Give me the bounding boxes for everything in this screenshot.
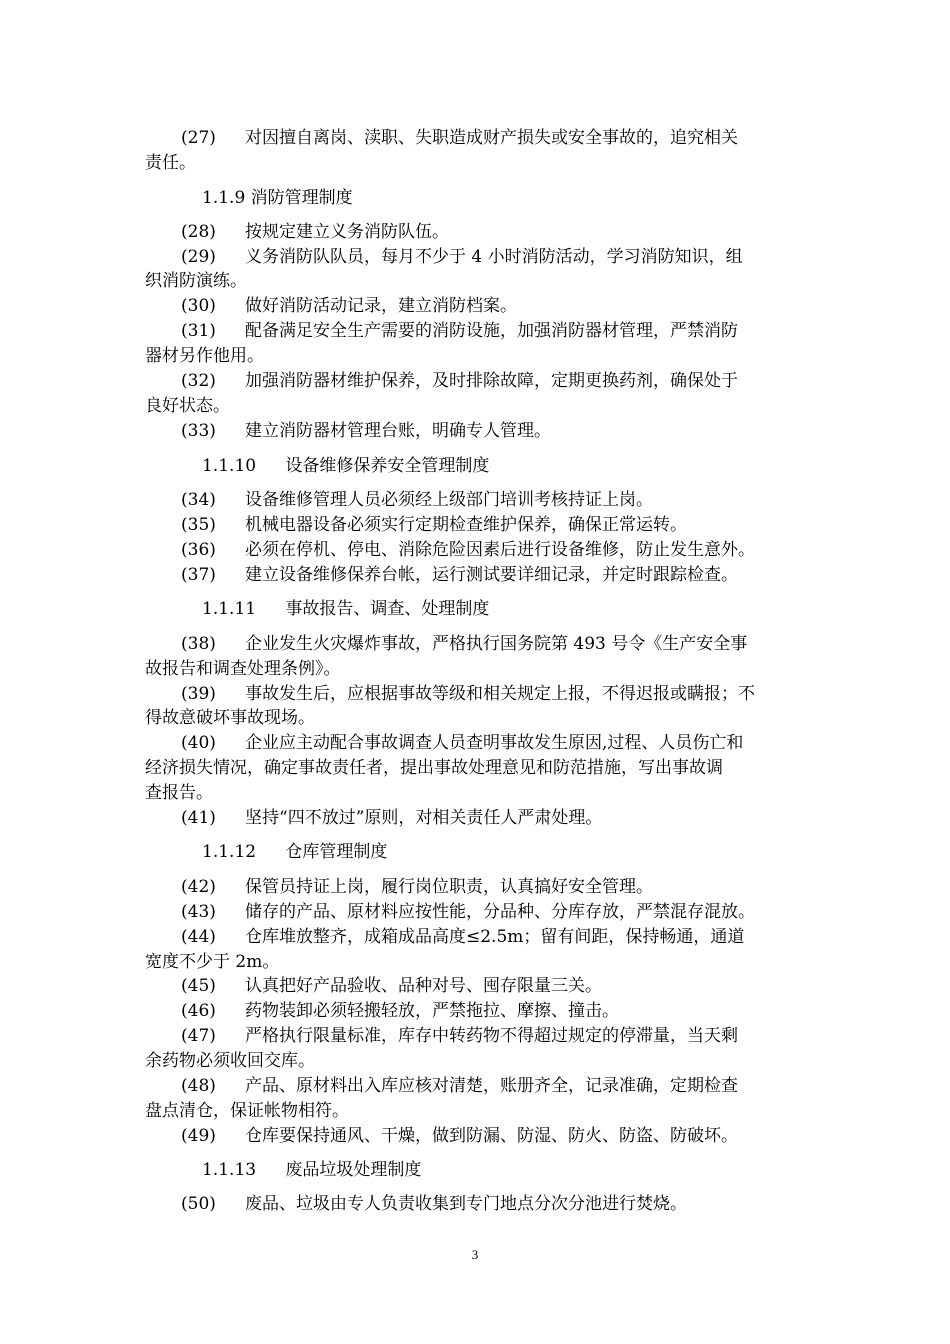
item-number: (41) [181,808,216,828]
item-text: 建立设备维修保养台帐，运行测试要详细记录，并定时跟踪检查。 [245,565,738,585]
item-number: (34) [181,490,216,510]
item-number: (32) [181,371,216,391]
item-text-continuation: 良好状态。 [145,396,230,416]
item-text: 产品、原材料出入库应核对清楚，账册齐全，记录准确，定期检查 [245,1076,738,1096]
item-text-continuation: 故报告和调查处理条例》。 [145,659,341,679]
section-title: 仓库管理制度 [285,842,388,862]
item-number: (37) [181,565,216,585]
item-number: (48) [181,1076,216,1096]
section-title: 废品垃圾处理制度 [285,1160,422,1180]
item-text-continuation: 器材另作他用。 [145,346,264,366]
item-text-continuation: 责任。 [145,153,196,173]
item-number: (49) [181,1126,216,1146]
item-text: 保管员持证上岗，履行岗位职责，认真搞好安全管理。 [245,877,653,897]
item-text-continuation: 余药物必须收回交库。 [145,1051,315,1071]
section-number: 1.1.11 [202,599,257,619]
item-number: (31) [181,321,216,341]
item-text-continuation: 得故意破坏事故现场。 [145,708,315,728]
item-text: 机械电器设备必须实行定期检查维护保养，确保正常运转。 [245,515,687,535]
item-number: (40) [181,733,216,753]
section-heading [202,188,353,208]
section-number: 1.1.12 [202,842,257,862]
item-number: (47) [181,1026,216,1046]
item-number: (27) [181,128,216,148]
item-text: 按规定建立义务消防队伍。 [245,222,449,242]
item-text: 严格执行限量标准，库存中转药物不得超过规定的停滞量，当天剩 [245,1026,738,1046]
section-number: 1.1.10 [202,456,257,476]
item-number: (46) [181,1001,216,1021]
item-number: (38) [181,634,216,654]
item-number: (35) [181,515,216,535]
item-text: 义务消防队队员，每月不少于 4 小时消防活动，学习消防知识，组 [245,247,743,267]
item-number: (50) [181,1194,216,1214]
section-title: 消防管理制度 [250,188,353,208]
section-heading [202,599,489,619]
item-text: 企业发生火灾爆炸事故，严格执行国务院第 493 号令《生产安全事 [245,634,748,654]
item-text-continuation: 经济损失情况，确定事故责任者，提出事故处理意见和防范措施，写出事故调 [145,758,723,778]
item-text-continuation: 宽度不少于 2m。 [145,952,280,972]
item-number: (29) [181,247,216,267]
section-title: 事故报告、调查、处理制度 [285,599,490,619]
item-number: (36) [181,540,216,560]
page-number: 3 [471,1247,479,1262]
item-text: 仓库要保持通风、干燥，做到防漏、防湿、防火、防盗、防破坏。 [245,1126,738,1146]
item-text: 药物装卸必须轻搬轻放，严禁拖拉、摩擦、撞击。 [245,1001,619,1021]
item-text: 废品、垃圾由专人负责收集到专门地点分次分池进行焚烧。 [245,1194,687,1214]
item-number: (43) [181,902,216,922]
section-heading [202,1160,421,1180]
item-text: 储存的产品、原材料应按性能，分品种、分库存放，严禁混存混放。 [245,902,755,922]
item-text: 事故发生后，应根据事故等级和相关规定上报，不得迟报或瞒报；不 [245,684,755,704]
item-text-continuation: 盘点清仓，保证帐物相符。 [145,1101,349,1121]
item-number: (42) [181,877,216,897]
item-text-continuation: 查报告。 [145,783,213,803]
item-number: (39) [181,684,216,704]
item-number: (44) [181,927,216,947]
item-text: 设备维修管理人员必须经上级部门培训考核持证上岗。 [245,490,653,510]
item-number: (30) [181,296,216,316]
item-number: (45) [181,976,216,996]
item-text: 对因擅自离岗、渎职、失职造成财产损失或安全事故的，追究相关 [245,128,738,148]
section-number: 1.1.9 [202,188,246,208]
item-text: 配备满足安全生产需要的消防设施，加强消防器材管理，严禁消防 [245,321,738,341]
section-heading [202,842,387,862]
item-text: 必须在停机、停电、消除危险因素后进行设备维修，防止发生意外。 [245,540,755,560]
item-text: 做好消防活动记录，建立消防档案。 [245,296,517,316]
item-text: 认真把好产品验收、品种对号、囤存限量三关。 [245,976,602,996]
item-text: 加强消防器材维护保养，及时排除故障，定期更换药剂，确保处于 [245,371,738,391]
section-title: 设备维修保养安全管理制度 [285,456,490,476]
item-number: (28) [181,222,216,242]
item-text-continuation: 织消防演练。 [145,271,247,291]
item-text: 坚持“四不放过”原则，对相关责任人严肃处理。 [245,808,603,828]
section-number: 1.1.13 [202,1160,257,1180]
item-number: (33) [181,421,216,441]
item-text: 建立消防器材管理台账，明确专人管理。 [245,421,551,441]
section-heading [202,456,489,476]
item-text: 企业应主动配合事故调查人员查明事故发生原因,过程、人员伤亡和 [245,733,744,753]
item-text: 仓库堆放整齐，成箱成品高度≤2.5m；留有间距，保持畅通，通道 [245,927,745,947]
